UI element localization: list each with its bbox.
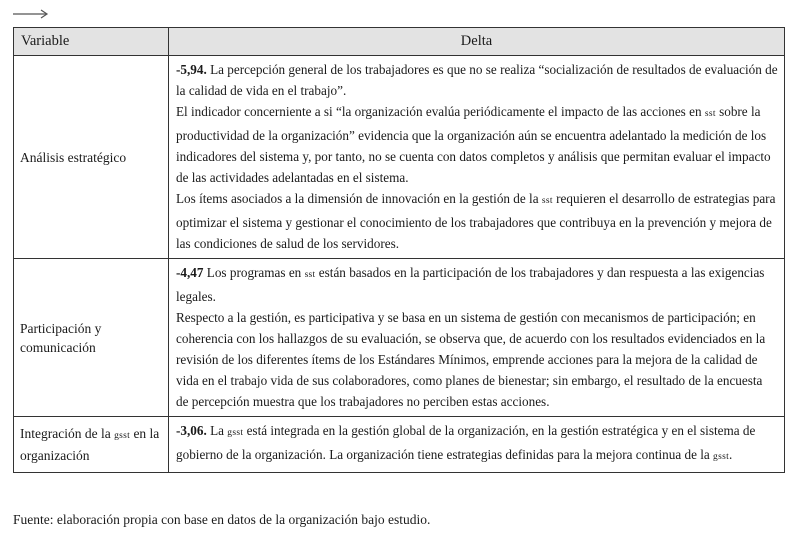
header-delta: Delta [169, 28, 785, 56]
header-variable: Variable [14, 28, 169, 56]
table-row [14, 417, 785, 473]
abbr-gsst: gsst [227, 428, 244, 438]
delta-text: La [210, 423, 224, 438]
delta-score: -4,47 [176, 265, 204, 280]
arrow-right-icon [13, 7, 53, 21]
table-row [14, 259, 785, 417]
source-footnote: Fuente: elaboración propia con base en datos de la organización bajo estudio. [13, 512, 431, 527]
abbr-sst: sst [704, 109, 716, 119]
delta-text: están basados en la participación de los trabajadores y dan respuesta a las exigencias legales. [176, 265, 765, 304]
delta-paragraph [176, 188, 778, 254]
table-header-row [14, 28, 785, 56]
abbr-gsst: gsst [713, 452, 730, 462]
delta-text: La percepción general de los trabajadores es que no se realiza “socialización de resultados de evaluación de la calidad de vida en el trabajo”. [176, 62, 778, 98]
variable-text: en la organización [20, 426, 160, 463]
variable-cell: Análisis estratégico [14, 56, 169, 259]
delta-text: Los ítems asociados a la dimensión de innovación en la gestión de la [176, 191, 539, 206]
delta-text: requieren el desarrollo de estrategias para optimizar el sistema y gestionar el conocimiento de los trabajadores que contribuya en la prevención y mejora de las condiciones de salud de los servidores. [176, 191, 776, 251]
delta-cell [169, 56, 785, 259]
delta-text: está integrada en la gestión global de la organización, en la gestión estratégica y en el sistema de gobierno de la organización. La organización tiene estrategias definidas para la mejora continua de la [176, 423, 756, 462]
delta-paragraph [176, 101, 778, 188]
delta-paragraph [176, 262, 778, 307]
delta-text: El indicador concerniente a si “la organización evalúa periódicamente el impacto de las acciones en [176, 104, 702, 119]
delta-score: -5,94. [176, 62, 207, 77]
delta-paragraph [176, 307, 778, 412]
delta-text: Los programas en [206, 265, 302, 280]
table-row [14, 56, 785, 259]
delta-paragraph [176, 59, 778, 101]
delta-cell [169, 259, 785, 417]
variable-cell [14, 417, 169, 473]
delta-score: -3,06. [176, 423, 207, 438]
delta-text: Respecto a la gestión, es participativa y se basa en un sistema de gestión con mecanismos de participación; en coherencia con los hallazgos de su evaluación, se observa que, de acuerdo con los resultados evidenciados en la revisión de los diferentes ítems de los Estándares Mínimos, emprende acciones para la mejora de la calidad de vida en el trabajo vida de sus colaboradores, como planes de bienestar; sin embargo, el resultado de la encuesta de percepción muestra que los trabajadores no perciben estas acciones. [176, 310, 766, 409]
variable-text: Integración de la [20, 426, 111, 441]
delta-text: sobre la productividad de la organización” evidencia que la organización aún se encuentra adelantado la medición de los indicadores del sistema y, por tanto, no se cuenta con datos completos y análisis que permitan evaluar el impacto de las actividades adelantadas en el sistema. [176, 104, 771, 185]
delta-cell [169, 417, 785, 473]
delta-paragraph [176, 420, 778, 468]
abbr-sst: sst [304, 270, 316, 280]
delta-text: . [729, 447, 733, 462]
delta-table [13, 27, 785, 473]
abbr-gsst: gsst [114, 431, 131, 441]
abbr-sst: sst [541, 196, 553, 206]
variable-cell: Participación y comunicación [14, 259, 169, 417]
